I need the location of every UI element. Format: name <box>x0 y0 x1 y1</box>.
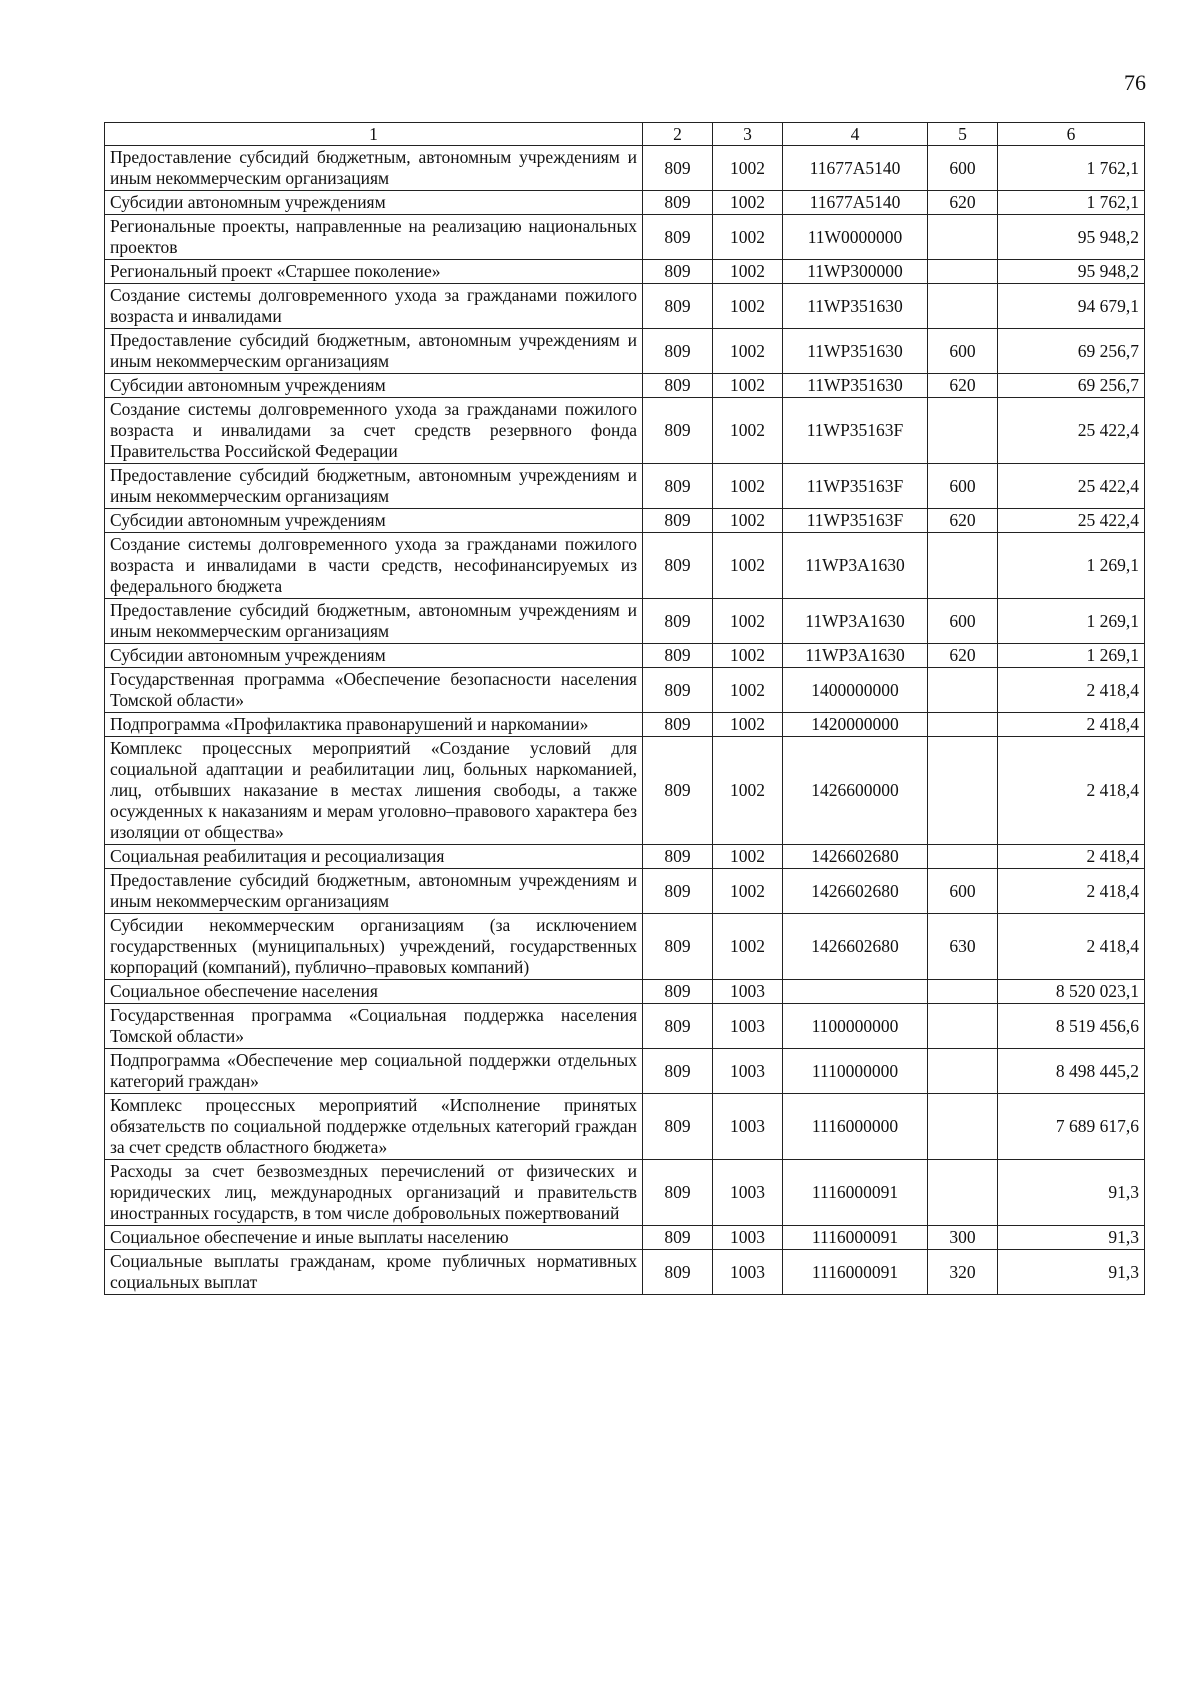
section-code: 1002 <box>713 737 783 845</box>
admin-code: 809 <box>643 146 713 191</box>
row-description: Субсидии автономным учреждениям <box>105 191 643 215</box>
target-article-code: 1116000091 <box>783 1226 928 1250</box>
section-code: 1002 <box>713 599 783 644</box>
table-row <box>105 1004 1145 1049</box>
column-header: 2 <box>643 123 713 146</box>
table-row <box>105 644 1145 668</box>
amount: 8 519 456,6 <box>998 1004 1145 1049</box>
amount: 95 948,2 <box>998 215 1145 260</box>
section-code: 1003 <box>713 1094 783 1160</box>
expense-type-code <box>928 533 998 599</box>
table-row <box>105 914 1145 980</box>
table-row <box>105 713 1145 737</box>
section-code: 1002 <box>713 914 783 980</box>
table-row <box>105 191 1145 215</box>
table-row <box>105 464 1145 509</box>
amount: 25 422,4 <box>998 464 1145 509</box>
target-article-code: 1426602680 <box>783 914 928 980</box>
amount: 25 422,4 <box>998 509 1145 533</box>
expense-type-code: 630 <box>928 914 998 980</box>
column-header: 6 <box>998 123 1145 146</box>
table-row <box>105 980 1145 1004</box>
expense-type-code: 620 <box>928 374 998 398</box>
expense-type-code <box>928 1004 998 1049</box>
row-description: Региональные проекты, направленные на реализацию национальных проектов <box>105 215 643 260</box>
table-row <box>105 146 1145 191</box>
header-row <box>105 123 1145 146</box>
admin-code: 809 <box>643 668 713 713</box>
amount: 69 256,7 <box>998 374 1145 398</box>
amount: 91,3 <box>998 1250 1145 1295</box>
section-code: 1003 <box>713 1004 783 1049</box>
budget-table <box>104 122 1145 1295</box>
expense-type-code: 600 <box>928 329 998 374</box>
expense-type-code <box>928 1160 998 1226</box>
expense-type-code: 320 <box>928 1250 998 1295</box>
admin-code: 809 <box>643 1250 713 1295</box>
admin-code: 809 <box>643 1160 713 1226</box>
table-row <box>105 869 1145 914</box>
expense-type-code <box>928 398 998 464</box>
admin-code: 809 <box>643 329 713 374</box>
admin-code: 809 <box>643 260 713 284</box>
table-row <box>105 533 1145 599</box>
table-row <box>105 1160 1145 1226</box>
admin-code: 809 <box>643 374 713 398</box>
target-article-code: 1426602680 <box>783 845 928 869</box>
admin-code: 809 <box>643 509 713 533</box>
row-description: Субсидии автономным учреждениям <box>105 374 643 398</box>
target-article-code: 11677А5140 <box>783 146 928 191</box>
amount: 91,3 <box>998 1160 1145 1226</box>
target-article-code: 1116000091 <box>783 1250 928 1295</box>
admin-code: 809 <box>643 191 713 215</box>
admin-code: 809 <box>643 533 713 599</box>
column-header: 4 <box>783 123 928 146</box>
admin-code: 809 <box>643 644 713 668</box>
target-article-code: 1110000000 <box>783 1049 928 1094</box>
section-code: 1002 <box>713 644 783 668</box>
expense-type-code: 300 <box>928 1226 998 1250</box>
admin-code: 809 <box>643 713 713 737</box>
amount: 8 520 023,1 <box>998 980 1145 1004</box>
row-description: Комплекс процессных мероприятий «Создание условий для социальной адаптации и реабилитации лиц, больных наркоманией, лиц, отбывших наказание в местах лишения свободы, а также осужденных к наказаниям и мерам уголовно–правового характера без изоляции от общества» <box>105 737 643 845</box>
target-article-code: 1116000091 <box>783 1160 928 1226</box>
section-code: 1002 <box>713 329 783 374</box>
expense-type-code <box>928 980 998 1004</box>
admin-code: 809 <box>643 284 713 329</box>
admin-code: 809 <box>643 1004 713 1049</box>
target-article-code: 11WP35163F <box>783 509 928 533</box>
table-row <box>105 1049 1145 1094</box>
admin-code: 809 <box>643 1094 713 1160</box>
amount: 1 269,1 <box>998 599 1145 644</box>
expense-type-code <box>928 713 998 737</box>
expense-type-code: 620 <box>928 509 998 533</box>
section-code: 1002 <box>713 668 783 713</box>
target-article-code: 1420000000 <box>783 713 928 737</box>
amount: 2 418,4 <box>998 737 1145 845</box>
expense-type-code: 600 <box>928 146 998 191</box>
row-description: Расходы за счет безвозмездных перечислений от физических и юридических лиц, международных организаций и правительств иностранных государств, в том числе добровольных пожертвований <box>105 1160 643 1226</box>
amount: 95 948,2 <box>998 260 1145 284</box>
row-description: Создание системы долговременного ухода за гражданами пожилого возраста и инвалидами в части средств, несофинансируемых из федерального бюджета <box>105 533 643 599</box>
admin-code: 809 <box>643 914 713 980</box>
admin-code: 809 <box>643 869 713 914</box>
expense-type-code <box>928 1049 998 1094</box>
row-description: Создание системы долговременного ухода за гражданами пожилого возраста и инвалидами за счет средств резервного фонда Правительства Российской Федерации <box>105 398 643 464</box>
row-description: Субсидии автономным учреждениям <box>105 509 643 533</box>
row-description: Предоставление субсидий бюджетным, автономным учреждениям и иным некоммерческим организациям <box>105 869 643 914</box>
table-row <box>105 1094 1145 1160</box>
section-code: 1003 <box>713 980 783 1004</box>
table-row <box>105 509 1145 533</box>
amount: 2 418,4 <box>998 713 1145 737</box>
amount: 1 269,1 <box>998 533 1145 599</box>
row-description: Создание системы долговременного ухода за гражданами пожилого возраста и инвалидами <box>105 284 643 329</box>
target-article-code: 11WP351630 <box>783 284 928 329</box>
expense-type-code <box>928 1094 998 1160</box>
amount: 1 762,1 <box>998 146 1145 191</box>
table-row <box>105 215 1145 260</box>
row-description: Предоставление субсидий бюджетным, автономным учреждениям и иным некоммерческим организациям <box>105 146 643 191</box>
section-code: 1002 <box>713 464 783 509</box>
amount: 8 498 445,2 <box>998 1049 1145 1094</box>
amount: 69 256,7 <box>998 329 1145 374</box>
admin-code: 809 <box>643 215 713 260</box>
amount: 1 269,1 <box>998 644 1145 668</box>
section-code: 1002 <box>713 260 783 284</box>
expense-type-code <box>928 215 998 260</box>
target-article-code: 11WP35163F <box>783 464 928 509</box>
table-row <box>105 398 1145 464</box>
target-article-code: 11WP35163F <box>783 398 928 464</box>
amount: 1 762,1 <box>998 191 1145 215</box>
table-row <box>105 374 1145 398</box>
expense-type-code: 600 <box>928 869 998 914</box>
target-article-code: 11WP351630 <box>783 329 928 374</box>
target-article-code: 1100000000 <box>783 1004 928 1049</box>
section-code: 1002 <box>713 845 783 869</box>
table-row <box>105 599 1145 644</box>
section-code: 1002 <box>713 398 783 464</box>
section-code: 1002 <box>713 374 783 398</box>
target-article-code: 1426602680 <box>783 869 928 914</box>
row-description: Предоставление субсидий бюджетным, автономным учреждениям и иным некоммерческим организациям <box>105 599 643 644</box>
expense-type-code: 620 <box>928 644 998 668</box>
section-code: 1003 <box>713 1250 783 1295</box>
amount: 2 418,4 <box>998 668 1145 713</box>
target-article-code: 11WP300000 <box>783 260 928 284</box>
section-code: 1003 <box>713 1049 783 1094</box>
admin-code: 809 <box>643 599 713 644</box>
admin-code: 809 <box>643 1049 713 1094</box>
row-description: Субсидии автономным учреждениям <box>105 644 643 668</box>
column-header: 5 <box>928 123 998 146</box>
expense-type-code: 620 <box>928 191 998 215</box>
table-row <box>105 845 1145 869</box>
section-code: 1002 <box>713 533 783 599</box>
target-article-code: 1116000000 <box>783 1094 928 1160</box>
admin-code: 809 <box>643 1226 713 1250</box>
row-description: Государственная программа «Обеспечение безопасности населения Томской области» <box>105 668 643 713</box>
row-description: Предоставление субсидий бюджетным, автономным учреждениям и иным некоммерческим организациям <box>105 464 643 509</box>
table-row <box>105 284 1145 329</box>
section-code: 1002 <box>713 191 783 215</box>
admin-code: 809 <box>643 737 713 845</box>
expense-type-code: 600 <box>928 464 998 509</box>
page-number: 76 <box>1124 70 1146 95</box>
section-code: 1002 <box>713 284 783 329</box>
row-description: Региональный проект «Старшее поколение» <box>105 260 643 284</box>
section-code: 1003 <box>713 1226 783 1250</box>
amount: 2 418,4 <box>998 845 1145 869</box>
row-description: Субсидии некоммерческим организациям (за исключением государственных (муниципальных) учреждений, государственных корпораций (компаний), публично–правовых компаний) <box>105 914 643 980</box>
table-row <box>105 668 1145 713</box>
row-description: Государственная программа «Социальная поддержка населения Томской области» <box>105 1004 643 1049</box>
row-description: Социальное обеспечение населения <box>105 980 643 1004</box>
table-body <box>105 146 1145 1295</box>
section-code: 1002 <box>713 713 783 737</box>
amount: 25 422,4 <box>998 398 1145 464</box>
row-description: Комплекс процессных мероприятий «Исполнение принятых обязательств по социальной поддержке отдельных категорий граждан за счет средств областного бюджета» <box>105 1094 643 1160</box>
row-description: Социальные выплаты гражданам, кроме публичных нормативных социальных выплат <box>105 1250 643 1295</box>
table-row <box>105 1250 1145 1295</box>
expense-type-code <box>928 668 998 713</box>
section-code: 1002 <box>713 215 783 260</box>
row-description: Социальная реабилитация и ресоциализация <box>105 845 643 869</box>
amount: 2 418,4 <box>998 914 1145 980</box>
target-article-code: 11WP3A1630 <box>783 599 928 644</box>
row-description: Подпрограмма «Обеспечение мер социальной поддержки отдельных категорий граждан» <box>105 1049 643 1094</box>
section-code: 1002 <box>713 869 783 914</box>
expense-type-code <box>928 260 998 284</box>
section-code: 1003 <box>713 1160 783 1226</box>
expense-type-code <box>928 284 998 329</box>
admin-code: 809 <box>643 398 713 464</box>
admin-code: 809 <box>643 464 713 509</box>
admin-code: 809 <box>643 845 713 869</box>
section-code: 1002 <box>713 509 783 533</box>
target-article-code <box>783 980 928 1004</box>
section-code: 1002 <box>713 146 783 191</box>
expense-type-code: 600 <box>928 599 998 644</box>
row-description: Подпрограмма «Профилактика правонарушений и наркомании» <box>105 713 643 737</box>
table-row <box>105 1226 1145 1250</box>
amount: 94 679,1 <box>998 284 1145 329</box>
column-header: 3 <box>713 123 783 146</box>
target-article-code: 11WP351630 <box>783 374 928 398</box>
amount: 91,3 <box>998 1226 1145 1250</box>
table-row <box>105 260 1145 284</box>
amount: 2 418,4 <box>998 869 1145 914</box>
column-header: 1 <box>105 123 643 146</box>
target-article-code: 11WP3A1630 <box>783 533 928 599</box>
target-article-code: 1400000000 <box>783 668 928 713</box>
admin-code: 809 <box>643 980 713 1004</box>
amount: 7 689 617,6 <box>998 1094 1145 1160</box>
row-description: Социальное обеспечение и иные выплаты населению <box>105 1226 643 1250</box>
row-description: Предоставление субсидий бюджетным, автономным учреждениям и иным некоммерческим организациям <box>105 329 643 374</box>
table-row <box>105 737 1145 845</box>
target-article-code: 11W0000000 <box>783 215 928 260</box>
expense-type-code <box>928 845 998 869</box>
target-article-code: 11677А5140 <box>783 191 928 215</box>
target-article-code: 11WP3A1630 <box>783 644 928 668</box>
target-article-code: 1426600000 <box>783 737 928 845</box>
expense-type-code <box>928 737 998 845</box>
table-row <box>105 329 1145 374</box>
